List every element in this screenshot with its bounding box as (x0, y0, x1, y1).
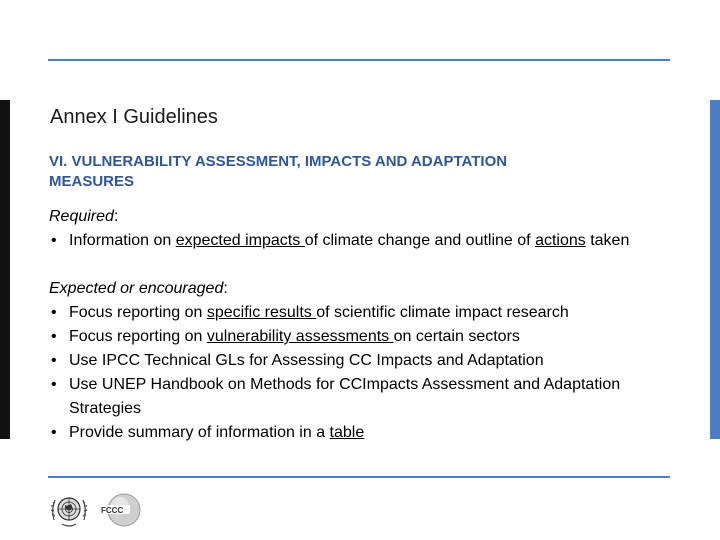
list-item: • Provide summary of information in a table (49, 421, 664, 445)
required-group-label: Required: (49, 208, 119, 225)
expected-group-label: Expected or encouraged: (49, 280, 228, 297)
bullet-icon: • (51, 232, 57, 249)
vulnerability-assessments-link: vulnerability assessments (206, 328, 394, 345)
specific-results-link: specific results (206, 304, 317, 321)
slide-content (49, 205, 664, 445)
left-edge-bar (0, 100, 10, 439)
list-item: • Information on expected impacts of climate change and outline of actions taken (49, 229, 664, 253)
bullet-icon: • (51, 424, 57, 441)
section-heading (49, 152, 649, 192)
table-link: table (329, 424, 365, 441)
actions-link: actions (535, 232, 586, 249)
list-item: • Use IPCC Technical GLs for Assessing CC Impacts and Adaptation (49, 349, 664, 373)
bullet-icon: • (51, 328, 57, 345)
list-item: • Use UNEP Handbook on Methods for CCImpacts Assessment and Adaptation Strategies (49, 373, 664, 421)
un-emblem-icon (48, 490, 90, 530)
list-item: • Focus reporting on specific results of scientific climate impact research (49, 301, 664, 325)
bullet-icon: • (51, 376, 57, 393)
expected-impacts-link: expected impacts (175, 232, 305, 249)
right-edge-bar (710, 100, 720, 439)
list-item: • Focus reporting on vulnerability assessments on certain sectors (49, 325, 664, 349)
section-heading-line2: MEASURES (49, 173, 135, 190)
bottom-divider (48, 476, 670, 478)
fccc-logo-icon (98, 492, 144, 528)
top-divider (48, 59, 670, 61)
fccc-logo-text: FCCC (101, 506, 124, 515)
section-heading-line1: VI. VULNERABILITY ASSESSMENT, IMPACTS AND ADAPTATION (49, 153, 508, 170)
slide-title: Annex I Guidelines (50, 106, 218, 128)
bullet-icon: • (51, 304, 57, 321)
bullet-icon: • (51, 352, 57, 369)
